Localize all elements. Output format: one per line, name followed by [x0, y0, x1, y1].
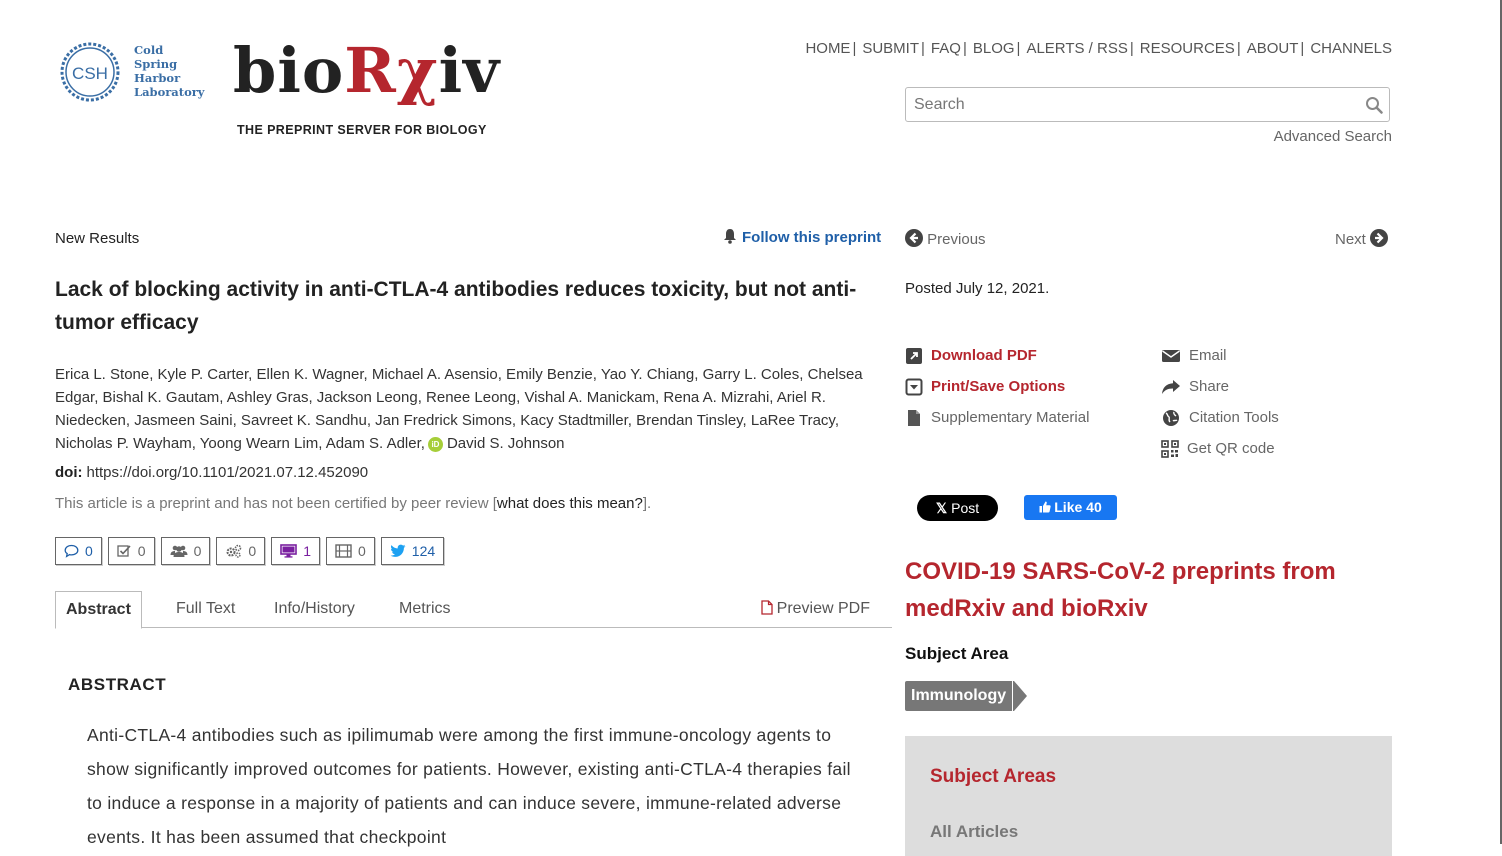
subject-area-heading: Subject Area: [905, 644, 1009, 663]
facebook-like-button[interactable]: [1024, 495, 1117, 520]
share-actions: [1161, 340, 1279, 464]
nav-channels[interactable]: CHANNELS: [1310, 40, 1392, 57]
metric-count: 1: [303, 543, 311, 559]
logo-suffix: iv: [438, 34, 501, 107]
tab-metrics[interactable]: Metrics: [399, 600, 451, 617]
metric-count: 0: [85, 543, 93, 559]
nav-home[interactable]: HOME: [805, 40, 851, 57]
preprint-note-text: This article is a preprint and has not been certified by peer review [: [55, 495, 497, 512]
bell-icon: [723, 228, 737, 244]
biorxiv-logo[interactable]: [233, 36, 500, 106]
doi-line: [55, 464, 368, 481]
nav-separator: |: [1016, 40, 1021, 57]
file-pdf-icon: [761, 600, 773, 615]
csh-line: Spring: [134, 57, 178, 71]
comments-metric[interactable]: [55, 537, 102, 565]
share-label: Share: [1189, 378, 1230, 395]
facebook-like-label: Like 40: [1054, 499, 1102, 515]
logo-chi: χ: [396, 34, 439, 107]
arrow-left-circle-icon: [905, 229, 923, 247]
what-does-this-mean-link[interactable]: what does this mean?: [496, 495, 643, 512]
search-box: [905, 87, 1390, 122]
community-metric[interactable]: [161, 537, 211, 565]
preview-pdf-label: Preview PDF: [776, 600, 870, 617]
next-label: Next: [1335, 231, 1366, 248]
csh-line: Laboratory: [134, 85, 205, 99]
email-button[interactable]: [1161, 340, 1279, 371]
covid-collection-link[interactable]: COVID-19 SARS-CoV-2 preprints from medRxiv and bioRxiv: [905, 558, 1336, 622]
monitor-icon: [280, 544, 297, 558]
preprint-note: [55, 495, 651, 512]
external-link-icon: [905, 347, 923, 365]
metric-count: 0: [193, 543, 202, 559]
advanced-search-link[interactable]: Advanced Search: [1273, 128, 1392, 145]
metric-count: 124: [411, 543, 436, 559]
reviews-metric[interactable]: [108, 537, 155, 565]
csh-line: Cold: [134, 43, 164, 57]
film-icon: [335, 544, 352, 558]
doi-label: doi:: [55, 464, 83, 481]
email-label: Email: [1189, 347, 1227, 364]
citation-tools-button[interactable]: [1161, 402, 1279, 433]
posted-date: Posted July 12, 2021.: [905, 280, 1050, 297]
tab-abstract[interactable]: Abstract: [55, 591, 142, 629]
tag-arrow-shape: [1013, 681, 1027, 711]
x-logo-icon: 𝕏: [935, 500, 948, 516]
search-input[interactable]: [906, 88, 1354, 121]
dropdown-box-icon: [905, 378, 923, 396]
twitter-icon: [390, 544, 406, 558]
metric-count: 0: [357, 543, 366, 559]
citation-tools-label: Citation Tools: [1189, 409, 1279, 426]
article-title: Lack of blocking activity in anti-CTLA-4 antibodies reduces toxicity, but not anti-tumor efficacy: [55, 278, 857, 334]
envelope-icon: [1161, 348, 1181, 364]
abstract-text: Anti-CTLA-4 antibodies such as ipilimumab were among the first immune-oncology agents to show significantly improved outcomes for patients. However, existing anti-CTLA-4 therapies fail to induce a response in a majority of patients and can induce severe, immune-related adverse events. It has been assumed that checkpoint: [87, 725, 851, 847]
author-list: [55, 363, 885, 455]
qr-code-label: Get QR code: [1187, 440, 1275, 457]
follow-preprint-link[interactable]: [723, 228, 881, 246]
previous-label: Previous: [927, 231, 986, 248]
download-pdf-button[interactable]: [905, 340, 1089, 371]
automated-metric[interactable]: [216, 537, 265, 565]
arrow-right-circle-icon: [1370, 229, 1388, 247]
tagline: THE PREPRINT SERVER FOR BIOLOGY: [237, 123, 487, 137]
metric-count: 0: [248, 543, 257, 559]
nav-separator: |: [1129, 40, 1134, 57]
all-articles-link[interactable]: All Articles: [930, 822, 1019, 841]
thumbs-up-icon: [1039, 501, 1051, 513]
preview-pdf-link[interactable]: [761, 591, 870, 627]
nav-submit[interactable]: SUBMIT: [862, 40, 920, 57]
nav-separator: |: [852, 40, 857, 57]
dna-ring-icon: [58, 40, 122, 104]
comment-icon: [64, 544, 79, 558]
nav-about[interactable]: ABOUT: [1246, 40, 1299, 57]
print-save-label: Print/Save Options: [931, 378, 1066, 395]
nav-separator: |: [1236, 40, 1241, 57]
media-metric[interactable]: [326, 537, 375, 565]
csh-abbr: CSH: [72, 64, 108, 83]
metrics-bar: [55, 537, 444, 565]
x-post-label: Post: [951, 500, 980, 516]
nav-alerts-rss[interactable]: ALERTS / RSS: [1026, 40, 1128, 57]
qr-code-button[interactable]: [1161, 433, 1279, 464]
article-actions: [905, 340, 1089, 433]
logo-r: R: [344, 34, 397, 107]
share-icon: [1161, 379, 1181, 395]
article-status: New Results: [55, 230, 140, 247]
share-button[interactable]: [1161, 371, 1279, 402]
gears-icon: [225, 544, 242, 558]
users-icon: [170, 544, 188, 558]
qr-code-icon: [1161, 440, 1179, 458]
author-last[interactable]: David S. Johnson: [446, 435, 565, 452]
supplementary-label: Supplementary Material: [931, 409, 1090, 426]
nav-separator: |: [962, 40, 967, 57]
csh-line: Harbor: [134, 71, 181, 85]
doi-link[interactable]: https://doi.org/10.1101/2021.07.12.452090: [86, 464, 369, 481]
tab-full-text[interactable]: Full Text: [176, 600, 236, 617]
top-nav: [805, 40, 1392, 57]
nav-separator: |: [1300, 40, 1305, 57]
preprint-note-close: ].: [642, 495, 652, 512]
nav-separator: |: [921, 40, 925, 57]
tab-info-history[interactable]: Info/History: [274, 600, 355, 617]
print-save-button[interactable]: [905, 371, 1089, 402]
download-pdf-label: Download PDF: [931, 347, 1037, 364]
subject-tag-label: Immunology: [905, 681, 1012, 711]
globe-icon: [1161, 409, 1181, 427]
article-tabs: [55, 591, 892, 628]
supplementary-material-link[interactable]: [905, 402, 1089, 433]
metric-count: 0: [137, 543, 146, 559]
search-icon[interactable]: [1365, 96, 1383, 114]
nav-blog[interactable]: BLOG: [972, 40, 1015, 57]
subject-areas-heading: Subject Areas: [930, 766, 1057, 787]
authors-text: Erica L. Stone, Kyle P. Carter, Ellen K. Wagner, Michael A. Asensio, Emily Benzie, Yao Y. Chiang, Garry L. Coles, Chelsea Edgar, Bishal K. Gautam, Ashley Gras, Jackson Leong, Renee Leong, Vishal A. Manickam, Rena A. Mizrahi, Ariel R. Niedecken, Jasmeen Saini, Savreet K. Sandhu, Jan Fredrick Simons, Kacy Stadtmiller, Brendan Tinsley, LaRee Tracy, Nicholas P. Wayham, Yoong Wearn Lim, Adam S. Adler,: [55, 366, 863, 452]
csh-name: [134, 43, 204, 99]
csh-logo[interactable]: [58, 38, 208, 108]
tweets-metric[interactable]: [381, 537, 444, 565]
peer-review-metric[interactable]: [271, 537, 320, 565]
nav-resources[interactable]: RESOURCES: [1139, 40, 1235, 57]
x-post-button[interactable]: [917, 495, 998, 521]
orcid-icon[interactable]: iD: [428, 437, 443, 452]
file-icon: [905, 409, 923, 427]
next-link[interactable]: [1335, 229, 1388, 248]
follow-label: Follow this preprint: [742, 229, 882, 246]
checkbox-icon: [117, 544, 132, 558]
nav-faq[interactable]: FAQ: [930, 40, 961, 57]
subject-areas-panel: [905, 736, 1392, 856]
previous-link[interactable]: [905, 229, 986, 248]
logo-prefix: bio: [233, 34, 345, 107]
abstract-heading: ABSTRACT: [68, 675, 167, 694]
